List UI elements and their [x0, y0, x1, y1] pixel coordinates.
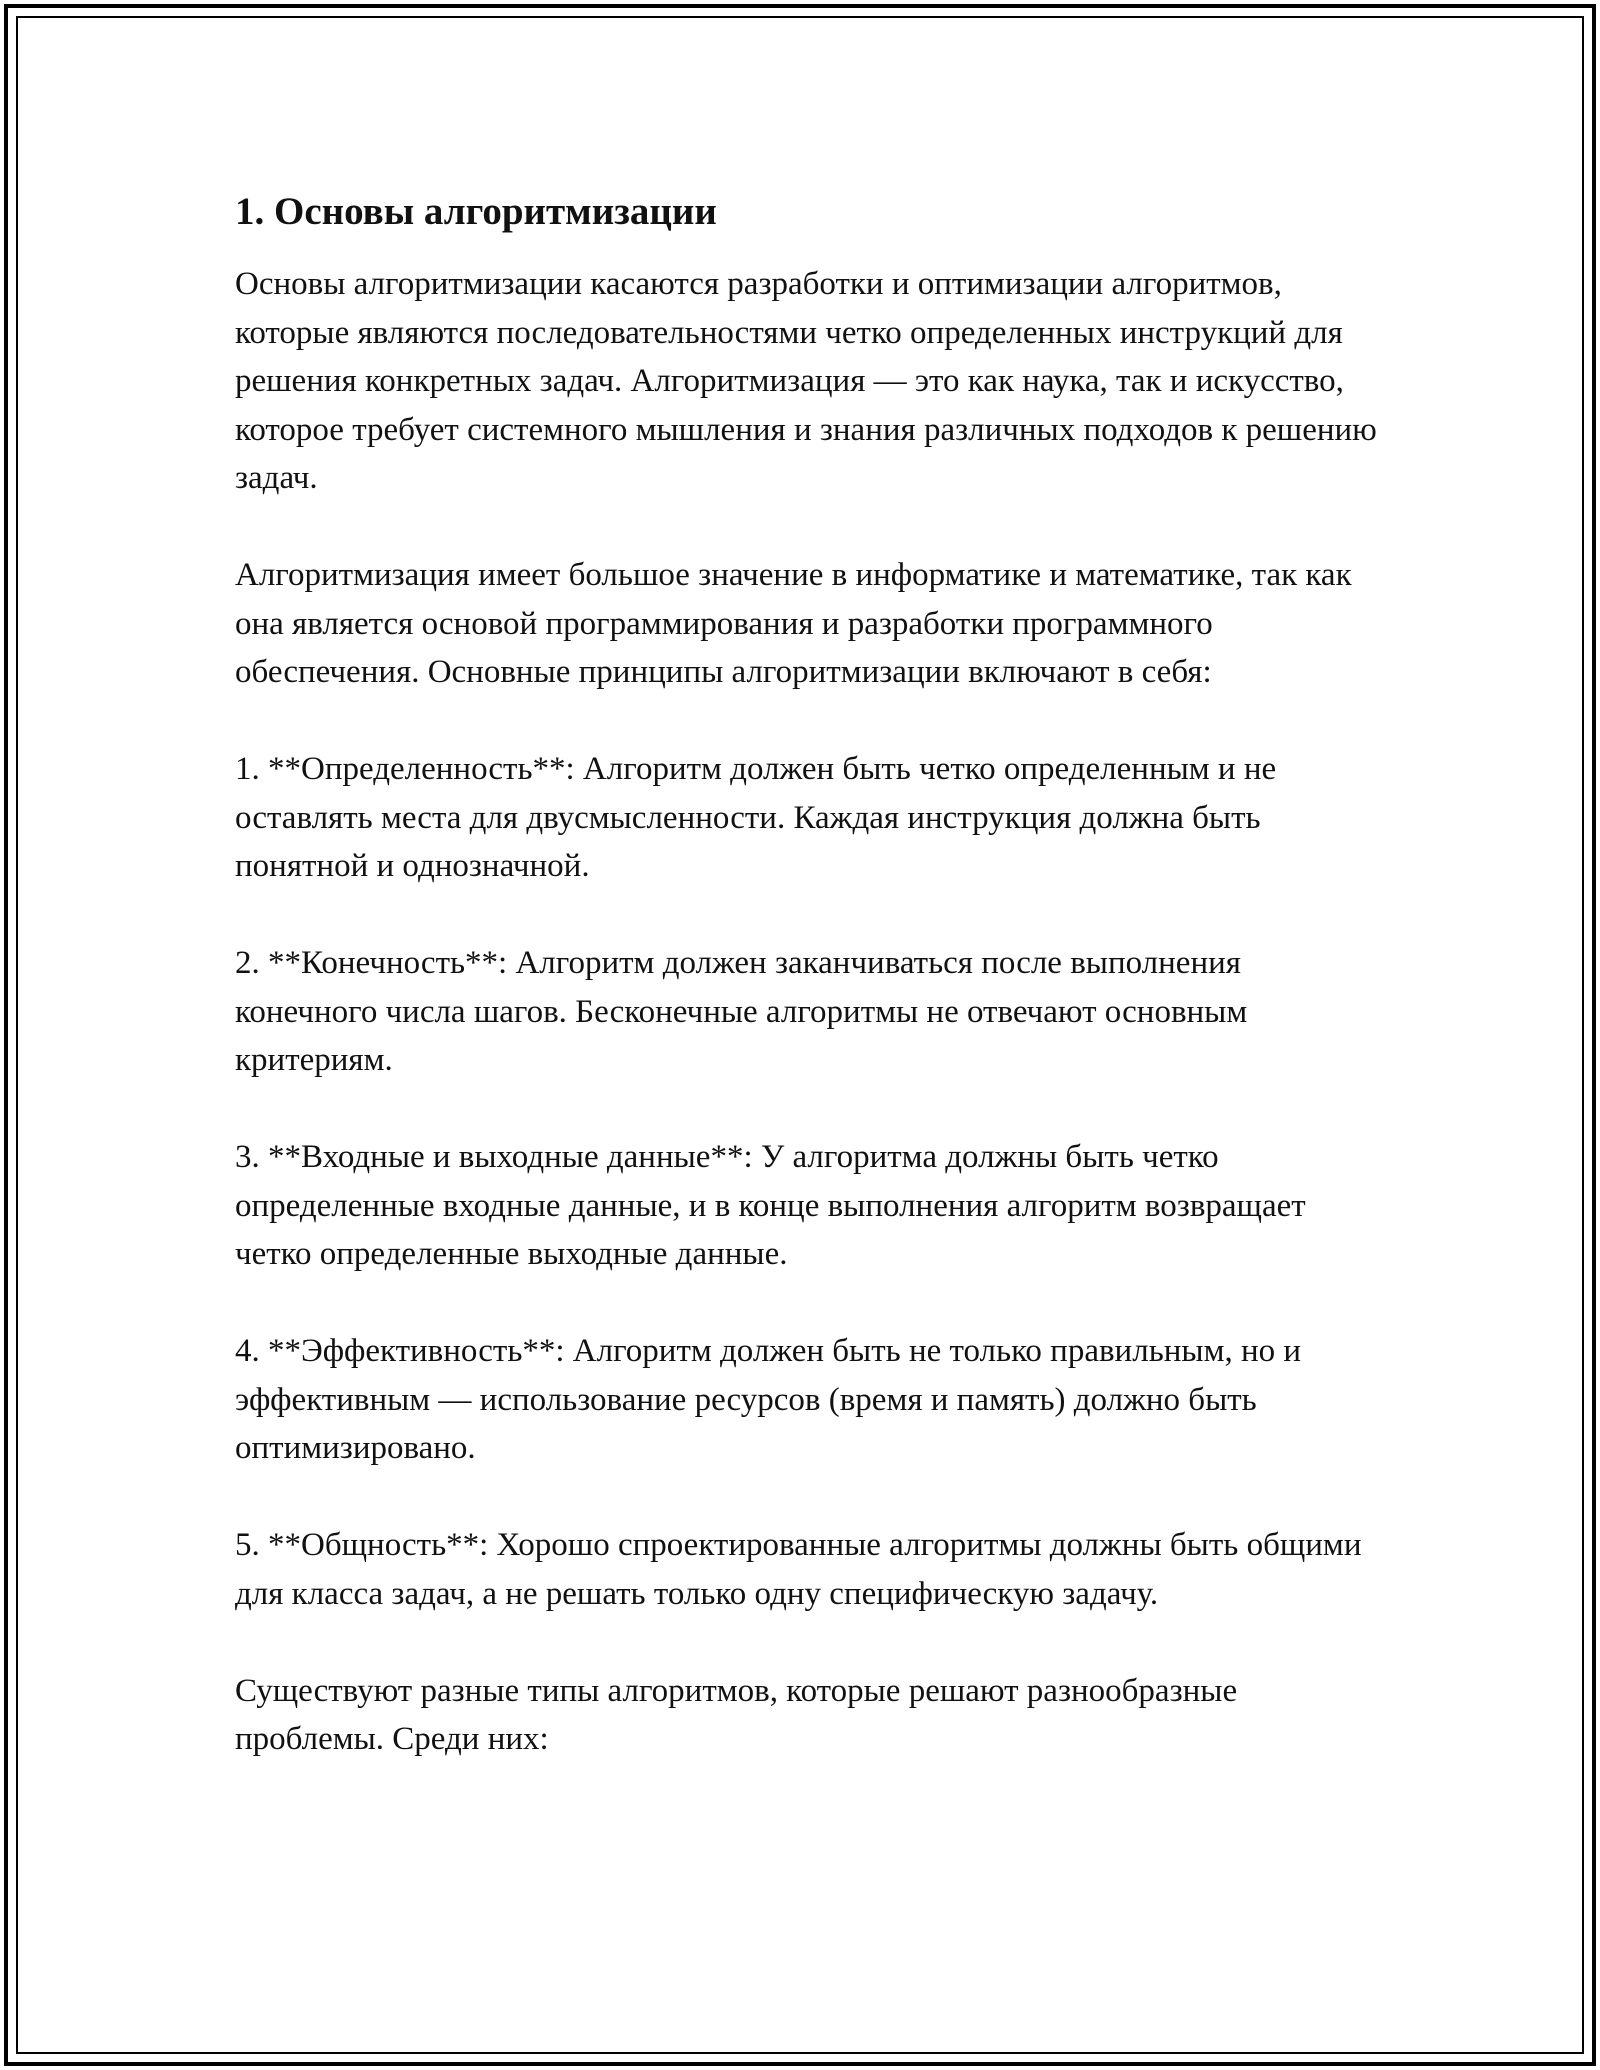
principle-finiteness: 2. **Конечность**: Алгоритм должен заканчиваться после выполнения конечного числа шагов. Бесконечные алгоритмы не отвечают основным критериям.: [235, 945, 1248, 1078]
importance-paragraph: Алгоритмизация имеет большое значение в информатике и математике, так как она является основой программирования и разработки программного обеспечения. Основные принципы алгоритмизации включают в себя:: [235, 557, 1352, 690]
principle-generality: 5. **Общность**: Хорошо спроектированные алгоритмы должны быть общими для класса задач, а не решать только одну специфическую задачу.: [235, 1527, 1362, 1612]
principle-efficiency: 4. **Эффективность**: Алгоритм должен быть не только правильным, но и эффективным — использование ресурсов (время и память) должно быть оптимизировано.: [235, 1333, 1302, 1466]
page-title: 1. Основы алгоритмизации: [235, 190, 717, 233]
document-body: [235, 186, 1385, 1764]
principle-definiteness: 1. **Определенность**: Алгоритм должен быть четко определенным и не оставлять места для двусмысленности. Каждая инструкция должна быть понятной и однозначной.: [235, 751, 1277, 884]
intro-paragraph: Основы алгоритмизации касаются разработки и оптимизации алгоритмов, которые являются последовательностями четко определенных инструкций для решения конкретных задач. Алгоритмизация — это как наука, так и искусство, которое требует системного мышления и знания различных подходов к решению задач.: [235, 266, 1377, 496]
types-paragraph: Существуют разные типы алгоритмов, которые решают разнообразные проблемы. Среди них:: [235, 1672, 1238, 1757]
principle-input-output: 3. **Входные и выходные данные**: У алгоритма должны быть четко определенные входные данные, и в конце выполнения алгоритм возвращает четко определенные выходные данные.: [235, 1139, 1306, 1272]
